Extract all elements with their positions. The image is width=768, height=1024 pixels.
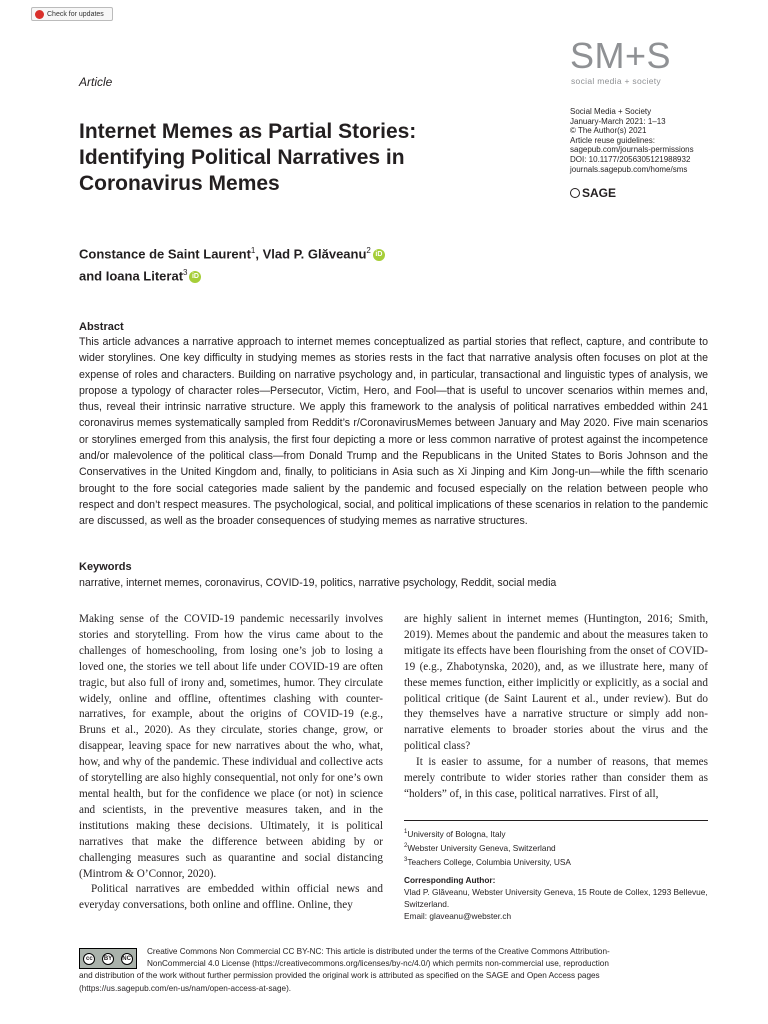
body-column-right (404, 612, 708, 803)
meta-journal: Social Media + Society (570, 107, 652, 116)
keywords-heading: Keywords (79, 561, 132, 573)
body-paragraph: Political narratives are embedded within official news and everyday conversations, both online and offline. Online, they (79, 883, 383, 912)
footnote-divider (404, 820, 708, 821)
orcid-icon[interactable]: iD (373, 249, 385, 261)
meta-permissions-link[interactable]: sagepub.com/journals-permissions (570, 145, 694, 155)
cc-license-badge[interactable] (79, 948, 137, 969)
footnotes (404, 826, 708, 922)
orcid-icon[interactable]: iD (189, 271, 201, 283)
body-paragraph: It is easier to assume, for a number of reasons, that memes merely contribute to wider stories rather than consider them as “holders” of, in this case, political narratives. First of all, (404, 756, 708, 800)
meta-issue: January-March 2021: 1–13 (570, 116, 666, 126)
cc-icon: cc (83, 953, 95, 965)
meta-homepage-link[interactable]: journals.sagepub.com/home/sms (570, 164, 688, 174)
affiliation-item: $^2$Webster University Geneva, Switzerland (404, 842, 556, 853)
corresponding-author-heading: Corresponding Author: (404, 875, 496, 886)
author-affiliation-mark: 2 (366, 246, 371, 255)
meta-copyright: © The Author(s) 2021 (570, 126, 647, 136)
publisher-logo (570, 186, 616, 200)
author-affiliation-mark: 3 (183, 268, 188, 278)
author-affiliation-mark: 1 (250, 246, 256, 255)
license-line: and distribution of the work without further permission provided the original work is attributed as specified on the SAGE and Open Access pages (79, 971, 600, 981)
author-name: Vlad P. Glăveanu (262, 246, 367, 262)
author-name: Constance de Saint Laurent (79, 246, 251, 262)
license-line: Creative Commons Non Commercial CC BY-NC: This article is distributed under the terms of the Creative Commons Attribution- (147, 947, 610, 956)
corresponding-author-email[interactable]: Email: glaveanu@webster.ch (404, 911, 512, 922)
check-for-updates-label: Check for updates (47, 10, 104, 18)
affiliation-item: $^3$Teachers College, Columbia University, USA (404, 856, 571, 867)
meta-doi[interactable]: DOI: 10.1177/2056305121988932 (570, 154, 691, 164)
update-icon (35, 10, 44, 19)
license-line[interactable]: NonCommercial 4.0 License (https://creativecommons.org/licenses/by-nc/4.0/) which permits non-commercial use, reproduction (147, 959, 609, 969)
nc-icon: NC (121, 953, 133, 965)
body-column-left (79, 612, 383, 914)
journal-logo-subtitle: social media + society (571, 76, 661, 86)
abstract-heading: Abstract (79, 321, 124, 333)
sage-icon (570, 188, 580, 198)
article-title: Internet Memes as Partial Stories: Identifying Political Narratives in Coronavirus Memes (79, 120, 417, 195)
journal-logo: SM+S (570, 35, 672, 76)
journal-meta (570, 107, 750, 174)
corresponding-author-address: Vlad P. Glăveanu, Webster University Geneva, 15 Route de Collex, 1293 Bellevue, Switzerland. (404, 887, 708, 910)
body-paragraph: Making sense of the COVID-19 pandemic necessarily involves stories and storytelling. From how the virus came about to the challenges of homeschooling, from losing one’s job to losing a loved one, the stories we tell about life under COVID-19 are often tragic, but also full of irony and, sometimes, humor. They circulate widely, online and offline, oftentimes clashing with counter-narratives, for example, about the origins of COVID-19 (e.g., Bruns et al., 2020). As they circulate, stories change, grow, or disappear, leaving space for new narratives about the who, what, how, and why of the pandemic. These individual and collective acts of storytelling are also highly consequential, not only for one’s own mental health, but for the confidence we place (or not) in science and scientists, in the preventive measures taken, and in the institutions making these decisions. Ultimately, it is political narratives that make the difference between abiding by or challenging measures such as quarantine and social distancing (Mintrom & O’Connor, 2020). (79, 613, 383, 880)
by-icon: BY (102, 953, 114, 965)
keywords-text: narrative, internet memes, coronavirus, COVID-19, politics, narrative psychology, Reddit, social media (79, 577, 557, 589)
check-for-updates-button[interactable] (31, 7, 113, 21)
author-name: Ioana Literat (105, 268, 184, 284)
license-line[interactable]: (https://us.sagepub.com/en-us/nam/open-access-at-sage). (79, 983, 292, 993)
article-type: Article (79, 75, 113, 89)
abstract-text: This article advances a narrative approach to internet memes conceptualized as partial stories that reflect, capture, and contribute to wider storylines. One key difficulty in studying memes as stories rests in the fact that narrative analysis often focuses on plot at the expense of roles and characters. Building on narrative psychology and, in particular, transactional and linguistic types of analysis, we propose a typology of character roles—Persecutor, Victim, Hero, and Fool—that is useful to uncover scenarios within memes and, thus, reveal their intrinsic narrative structure. We apply this framework to the analysis of political narratives embedded within 241 coronavirus memes systematically sampled from Reddit’s r/CoronavirusMemes between January and May 2020. Five main scenarios or storylines emerged from this analysis, the first four depicting a more or less common narrative of protest against the incompetence and/or malevolence of the political class—from Donald Trump and the Republicans in the United States to Boris Johnson and the Conservatives in the United Kingdom and, finally, to politicians in Asia such as Xi Jinping and Kim Jong-un—while the fifth scenario brought to the fore social categories made salient by the pandemic and focused especially on the relation between people who respect and don’t respect measures. The psychological, social, and political implications of these scenarios in relation to the pandemic are discussed, as well as the broader consequences of studying memes as narrative structures. (79, 336, 708, 528)
affiliation-item: $^1$University of Bologna, Italy (404, 828, 506, 839)
publisher-name: SAGE (582, 186, 617, 200)
author-list: Constance de Saint Laurent$^1$, Vlad P. Glăveanu$^2$ iD and Ioana Literat$^3$ iD (79, 241, 579, 286)
body-paragraph: are highly salient in internet memes (Huntington, 2016; Smith, 2019). Memes about the pandemic and about the measures taken to mitigate its effects have been flourishing from the onset of COVID-19 (e.g., Zhabotynska, 2020), and, as we illustrate here, many of these memes function, either implicitly or explicitly, as a social and political critique (de Saint Laurent et al., under review). But do they themselves have a narrative structure or simply add non-narrative elements to broader stories about the virus and the political class? (404, 613, 708, 753)
license-text (79, 946, 719, 995)
meta-reuse: Article reuse guidelines: (570, 135, 655, 145)
